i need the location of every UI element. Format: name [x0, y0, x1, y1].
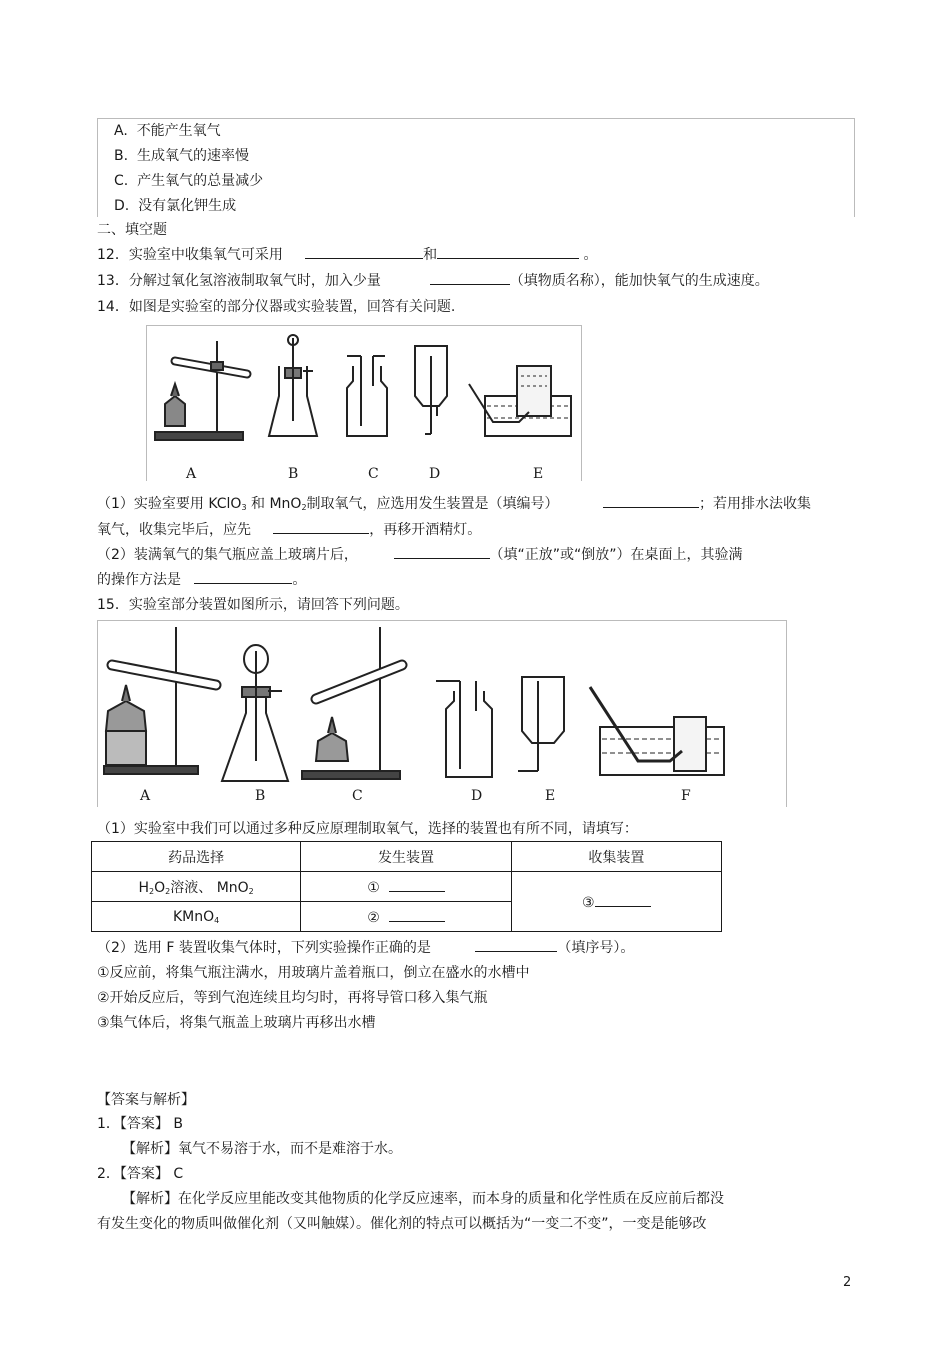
table-cell-generator-1: ①: [301, 872, 511, 902]
fig15-label-f: F: [681, 788, 691, 804]
option-a: A. 不能产生氧气: [114, 123, 221, 139]
table-cell-reagent-2: KMnO$_4$: [92, 902, 301, 932]
fig15-label-d: D: [471, 788, 483, 804]
fig14-label-d: D: [429, 466, 441, 482]
option-d: D. 没有氯化钾生成: [114, 198, 237, 214]
blank-15-3[interactable]: [595, 892, 651, 907]
fig15-label-b: B: [255, 788, 266, 804]
fig15-label-a: A: [140, 788, 151, 804]
blank-12b[interactable]: [437, 244, 579, 259]
question-15-stem: 15．实验室部分装置如图所示，请回答下列问题。: [97, 597, 409, 613]
explanation-1: 【解析】氧气不易溶于水，而不是难溶于水。: [122, 1141, 402, 1157]
q14-part2-line1: （2）装满氧气的集气瓶应盖上玻璃片后， （填“正放”或“倒放”）在桌面上，其验满: [97, 544, 743, 564]
fig14-label-c: C: [368, 466, 379, 482]
blank-12a[interactable]: [305, 244, 423, 259]
fig14-label-e: E: [533, 466, 544, 482]
blank-14-3[interactable]: [394, 544, 490, 559]
blank-15-2[interactable]: [389, 907, 445, 922]
option-b: B. 生成氧气的速率慢: [114, 148, 249, 164]
blank-15-4[interactable]: [475, 937, 557, 952]
q14-part1-line1: （1）实验室要用 KClO$_3$ 和 MnO$_2$制取氧气，应选用发生装置是（填编号） ；若用排水法收集: [97, 493, 811, 513]
blank-15-1[interactable]: [389, 877, 445, 892]
page-number: 2: [843, 1275, 852, 1290]
answers-title: 【答案与解析】: [97, 1092, 195, 1108]
q15-table: [91, 841, 722, 932]
blank-14-2[interactable]: [273, 519, 369, 534]
fig15-label-c: C: [352, 788, 363, 804]
q15-part1: （1）实验室中我们可以通过多种反应原理制取氧气，选择的装置也有所不同，请填写：: [97, 821, 638, 837]
question-13: 13．分解过氧化氢溶液制取氧气时，加入少量 （填物质名称），能加快氧气的生成速度。: [97, 270, 769, 290]
table-header-collector: 收集装置: [511, 842, 721, 872]
q15-part2: （2）选用 F 装置收集气体时，下列实验操作正确的是 （填序号）。: [97, 937, 634, 957]
table-cell-collector: ③: [511, 872, 721, 932]
table-header-reagents: 药品选择: [92, 842, 301, 872]
answer-1: 1．【答案】 B: [97, 1116, 183, 1132]
q14-part1-line2: 氧气，收集完毕后，应先 ，再移开酒精灯。: [97, 519, 481, 539]
q15-statement-3: ③集气体后，将集气瓶盖上玻璃片再移出水槽: [97, 1015, 376, 1031]
blank-14-1[interactable]: [603, 493, 699, 508]
q14-part2-line2: 的操作方法是 。: [97, 569, 306, 589]
question-14-stem: 14．如图是实验室的部分仪器或实验装置，回答有关问题.: [97, 299, 456, 315]
fig15-label-e: E: [545, 788, 556, 804]
blank-13[interactable]: [430, 270, 510, 285]
option-c: C. 产生氧气的总量减少: [114, 173, 264, 189]
blank-14-4[interactable]: [194, 569, 292, 584]
table-header-generator: 发生装置: [301, 842, 511, 872]
apparatus-14-svg: [147, 326, 581, 483]
table-cell-generator-2: ②: [301, 902, 511, 932]
explanation-2-line2: 有发生变化的物质叫做催化剂（又叫触媒）。催化剂的特点可以概括为“一变二不变”，一变是能够改: [97, 1216, 707, 1232]
question-12: 12．实验室中收集氧气可采用 和 。: [97, 244, 598, 264]
fig14-label-a: A: [186, 466, 197, 482]
figure-15: [97, 620, 787, 807]
q15-statement-2: ②开始反应后，等到气泡连续且均匀时，再将导管口移入集气瓶: [97, 990, 488, 1006]
answer-2: 2．【答案】 C: [97, 1166, 184, 1182]
fig14-label-b: B: [288, 466, 299, 482]
table-cell-reagent-1: $H_2O_2$溶液、 MnO$_2$: [92, 872, 301, 902]
section-title: 二、填空题: [97, 222, 167, 238]
q15-statement-1: ①反应前，将集气瓶注满水，用玻璃片盖着瓶口，倒立在盛水的水槽中: [97, 965, 530, 981]
figure-14: [146, 325, 582, 481]
apparatus-15-svg: [98, 621, 786, 809]
explanation-2-line1: 【解析】在化学反应里能改变其他物质的化学反应速率，而本身的质量和化学性质在反应前后都没: [122, 1191, 724, 1207]
